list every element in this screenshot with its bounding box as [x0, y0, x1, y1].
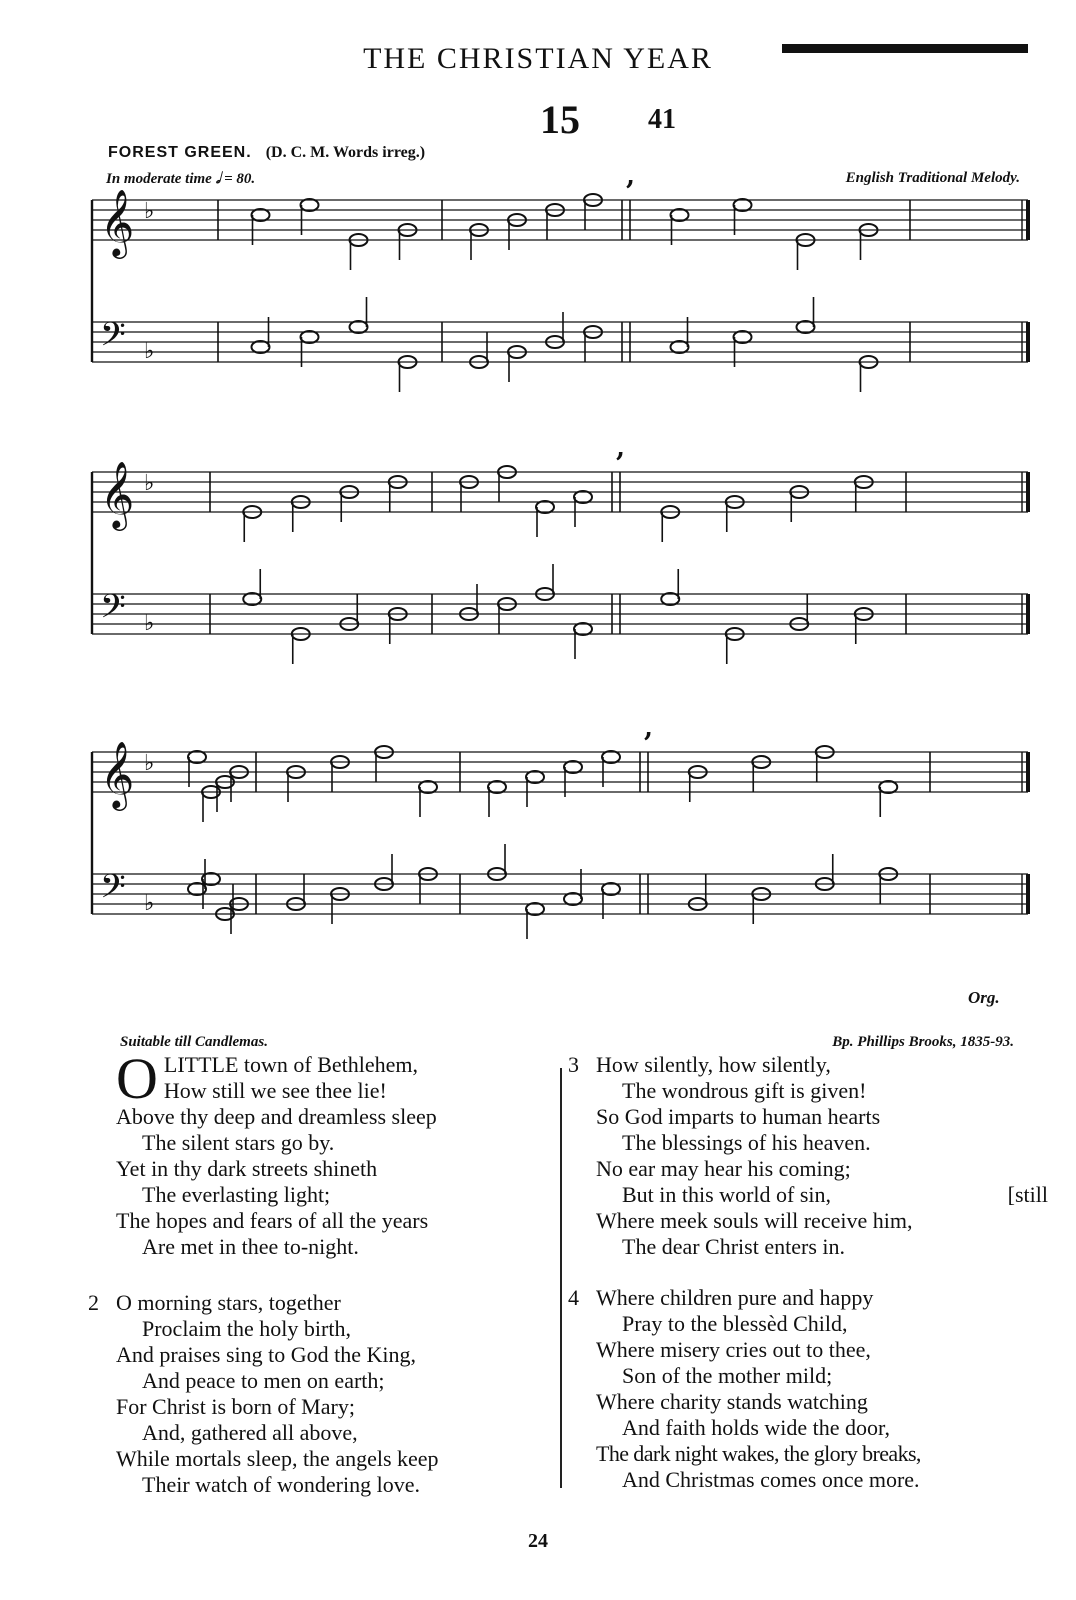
verse-line: The everlasting light;	[142, 1182, 331, 1207]
verse-line: Where charity stands watching	[596, 1389, 868, 1414]
treble-clef-icon: 𝄞	[100, 460, 135, 528]
flat-icon: ♭	[144, 471, 155, 496]
bass-clef-icon: 𝄢	[100, 588, 126, 634]
notehead	[671, 209, 689, 221]
flat-icon: ♭	[144, 891, 155, 916]
verse-line: And faith holds wide the door,	[622, 1415, 890, 1440]
notehead	[301, 199, 319, 211]
notehead	[536, 501, 554, 513]
verse-line: The hopes and fears of all the years	[116, 1208, 429, 1233]
bass-clef-icon: 𝄢	[100, 316, 126, 362]
notehead	[602, 751, 620, 763]
verse-line: Son of the mother mild;	[622, 1363, 833, 1388]
tempo-text: In moderate time	[106, 171, 212, 187]
organ-marking: Org.	[968, 988, 1000, 1007]
flat-icon: ♭	[144, 611, 155, 636]
verse-4	[568, 1285, 1036, 1493]
notehead	[734, 199, 752, 211]
notehead	[252, 209, 270, 221]
verse-line: Where meek souls will receive him,	[596, 1208, 913, 1233]
treble-clef-icon: 𝄞	[100, 740, 135, 808]
notehead	[252, 341, 270, 353]
verse-line: Their watch of wondering love.	[142, 1472, 420, 1497]
breath-mark: ,	[616, 433, 626, 463]
page-header-title: THE CHRISTIAN YEAR	[363, 42, 713, 75]
verse-line: The blessings of his heaven.	[622, 1130, 871, 1155]
verse-number: 3	[568, 1052, 579, 1077]
bass-clef-icon: 𝄢	[100, 868, 126, 914]
verse-line: Pray to the blessèd Child,	[622, 1311, 848, 1336]
verse-line: Yet in thy dark streets shineth	[116, 1156, 378, 1181]
breath-mark: ,	[644, 713, 654, 743]
verse-line: Proclaim the holy birth,	[142, 1316, 351, 1341]
notehead	[671, 341, 689, 353]
hymn-number: 15	[540, 97, 580, 142]
verse-line: The wondrous gift is given!	[622, 1078, 867, 1103]
composer: English Traditional Melody.	[845, 170, 1020, 186]
verse-line: LITTLE town of Bethlehem,	[163, 1052, 419, 1077]
verse-line: Are met in thee to-night.	[142, 1234, 359, 1259]
notehead	[879, 781, 897, 793]
flat-icon: ♭	[144, 199, 155, 224]
notehead	[602, 883, 620, 895]
flat-icon: ♭	[144, 751, 155, 776]
tune-meter: (D. C. M. Words irreg.)	[265, 144, 426, 161]
notehead	[574, 623, 592, 635]
notehead	[488, 781, 506, 793]
verse-line: The dear Christ enters in.	[622, 1234, 845, 1259]
notehead	[526, 903, 544, 915]
verse-line: And peace to men on earth;	[142, 1368, 385, 1393]
column-divider	[560, 1068, 562, 1488]
verse-3	[568, 1052, 1048, 1260]
verse-number: 4	[568, 1285, 579, 1310]
notehead	[661, 593, 679, 605]
drop-cap: O	[116, 1046, 158, 1111]
notehead	[301, 331, 319, 343]
notehead	[243, 593, 261, 605]
notehead	[797, 321, 815, 333]
season-note: Suitable till Candlemas.	[120, 1034, 268, 1050]
verse-line: O morning stars, together	[116, 1290, 341, 1315]
verse-line: How silently, how silently,	[596, 1052, 831, 1077]
verse-line: And, gathered all above,	[142, 1420, 358, 1445]
half-note-icon: 𝅗𝅥	[215, 171, 221, 187]
overflow-tag: [still	[1007, 1182, 1048, 1207]
verse-line: Where misery cries out to thee,	[596, 1337, 871, 1362]
verse-line: While mortals sleep, the angels keep	[116, 1446, 439, 1471]
verse-line: How still we see thee lie!	[163, 1078, 387, 1103]
tune-name: FOREST GREEN.	[108, 144, 252, 161]
verse-line-text: But in this world of sin,	[622, 1182, 832, 1207]
page-number: 24	[528, 1530, 548, 1552]
author-credit: Bp. Phillips Brooks, 1835-93.	[832, 1034, 1014, 1050]
verse-line: Above thy deep and dreamless sleep	[116, 1104, 437, 1129]
notehead	[188, 751, 206, 763]
notehead	[574, 491, 592, 503]
verse-line: No ear may hear his coming;	[596, 1156, 851, 1181]
notehead	[734, 331, 752, 343]
treble-clef-icon: 𝄞	[100, 188, 135, 256]
verse-line: Where children pure and happy	[596, 1285, 874, 1310]
breath-mark: ,	[626, 161, 636, 191]
notehead	[526, 771, 544, 783]
verse-line: For Christ is born of Mary;	[116, 1394, 355, 1419]
notehead	[564, 893, 582, 905]
verse-line: The dark night wakes, the glory breaks,	[596, 1441, 921, 1466]
verse-number: 2	[88, 1290, 99, 1315]
verse-line	[596, 1182, 1048, 1208]
notehead	[350, 321, 368, 333]
flat-icon: ♭	[144, 339, 155, 364]
hymn-number-alt: 41	[648, 104, 676, 135]
verse-1	[116, 1046, 546, 1260]
verse-line: And praises sing to God the King,	[116, 1342, 417, 1367]
verse-2	[88, 1290, 556, 1498]
verse-line: So God imparts to human hearts	[596, 1104, 881, 1129]
verse-line: The silent stars go by.	[142, 1130, 335, 1155]
verse-line: And Christmas comes once more.	[622, 1467, 920, 1492]
notehead	[564, 761, 582, 773]
notehead	[419, 781, 437, 793]
tempo-value: = 80.	[224, 171, 256, 187]
